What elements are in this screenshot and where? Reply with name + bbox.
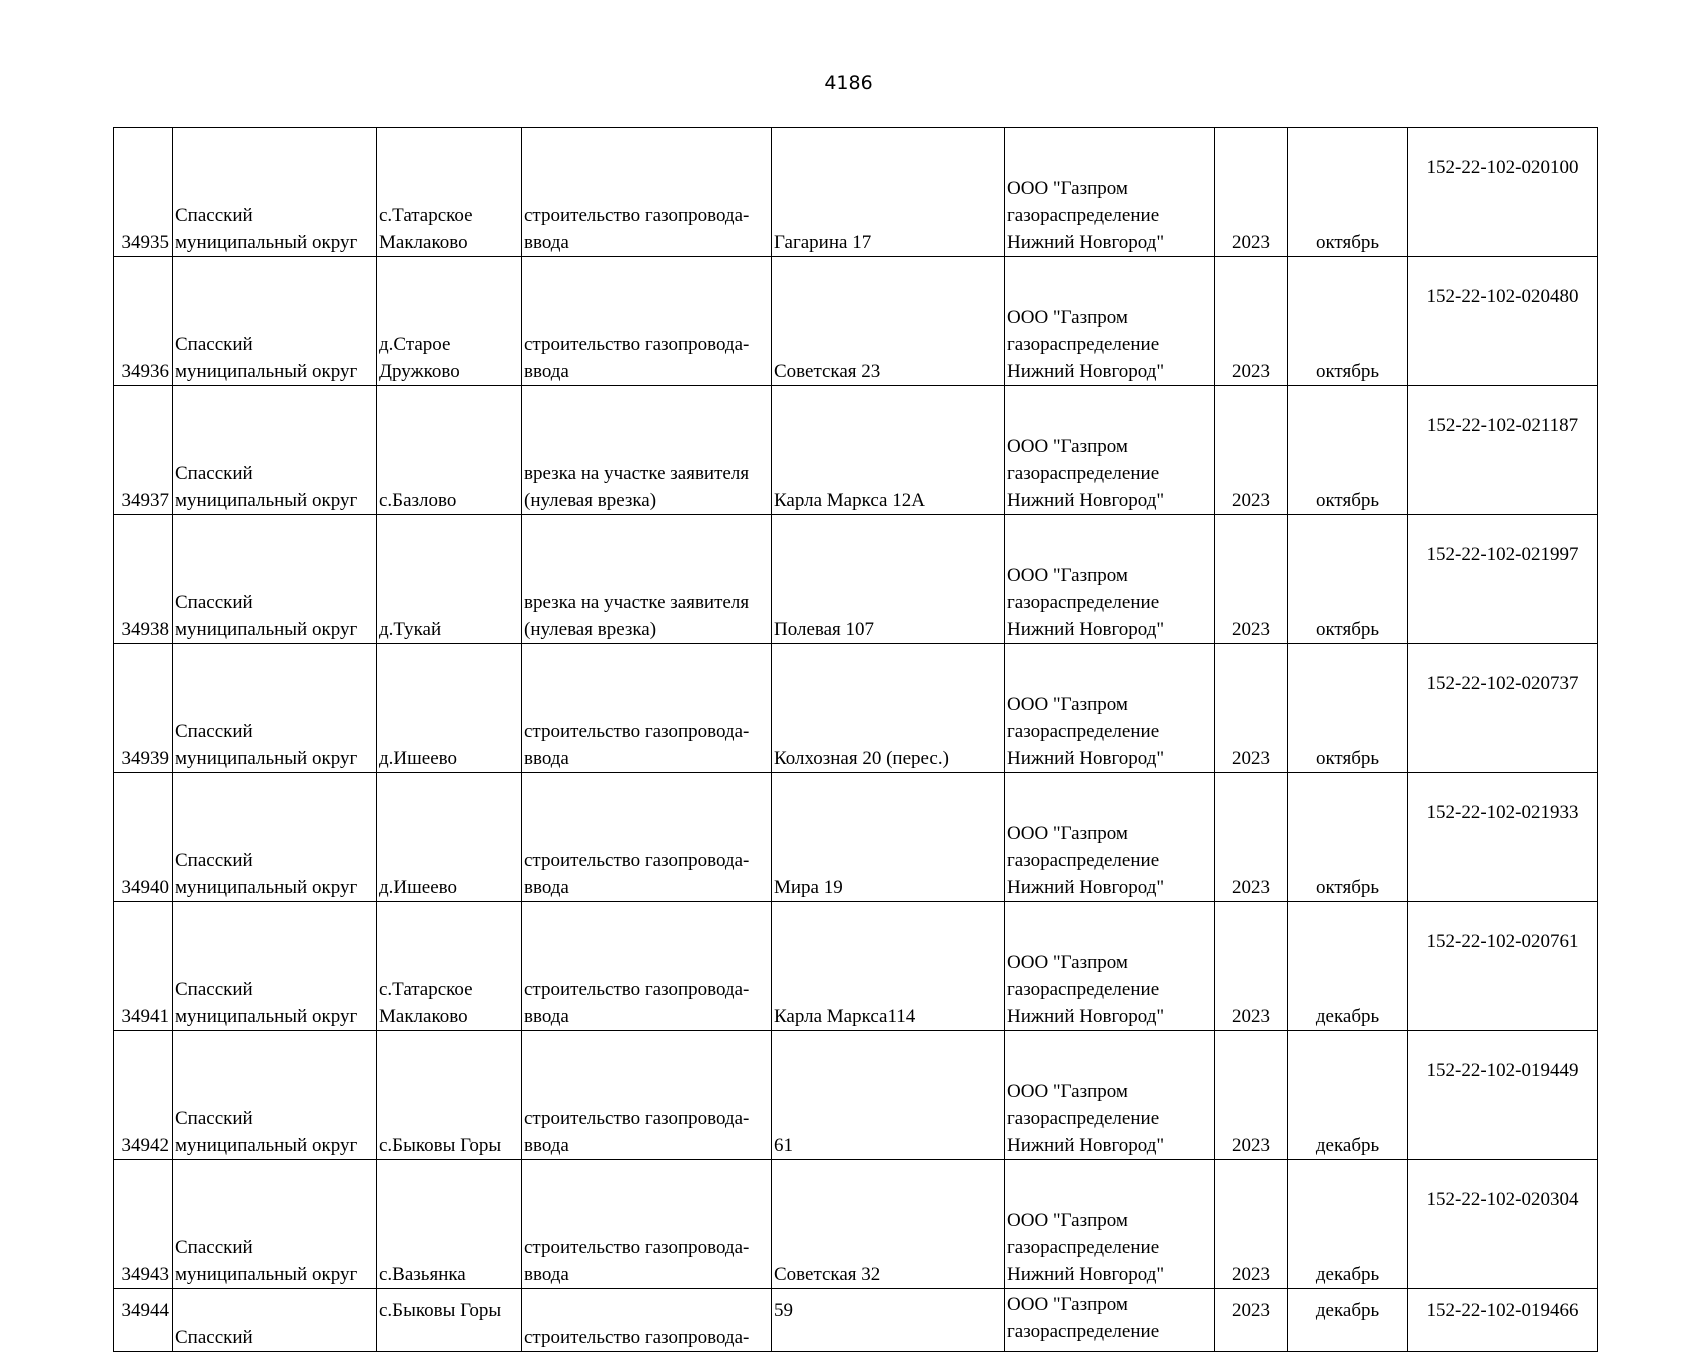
work-type-cell: строительство газопровода- ввода bbox=[522, 902, 772, 1031]
application-code-cell: 152-22-102-019449 bbox=[1408, 1031, 1598, 1160]
month-cell: декабрь bbox=[1288, 902, 1408, 1031]
row-number-cell: 34936 bbox=[114, 257, 173, 386]
district-cell: Спасский муниципальный округ bbox=[173, 128, 377, 257]
year-cell: 2023 bbox=[1215, 773, 1288, 902]
year-cell: 2023 bbox=[1215, 386, 1288, 515]
table-row bbox=[114, 386, 1598, 515]
table-row bbox=[114, 1289, 1598, 1352]
row-number-cell: 34941 bbox=[114, 902, 173, 1031]
district-cell: Спасский муниципальный округ bbox=[173, 386, 377, 515]
address-cell: Мира 19 bbox=[772, 773, 1005, 902]
row-number-cell: 34942 bbox=[114, 1031, 173, 1160]
year-cell: 2023 bbox=[1215, 1160, 1288, 1289]
gas-connection-table bbox=[113, 127, 1598, 1352]
settlement-cell: д.Ишеево bbox=[377, 773, 522, 902]
address-cell: Карла Маркса114 bbox=[772, 902, 1005, 1031]
district-cell: Спасский муниципальный округ bbox=[173, 644, 377, 773]
work-type-cell: строительство газопровода- ввода bbox=[522, 1160, 772, 1289]
table-row bbox=[114, 515, 1598, 644]
table-row bbox=[114, 644, 1598, 773]
month-cell: октябрь bbox=[1288, 644, 1408, 773]
table-row bbox=[114, 902, 1598, 1031]
address-cell: Гагарина 17 bbox=[772, 128, 1005, 257]
row-number-cell: 34944 bbox=[114, 1289, 173, 1352]
address-cell: Колхозная 20 (перес.) bbox=[772, 644, 1005, 773]
table-body bbox=[114, 128, 1598, 1352]
organization-cell: ООО "Газпром газораспределение Нижний Новгород" bbox=[1005, 386, 1215, 515]
work-type-cell: строительство газопровода- ввода bbox=[522, 257, 772, 386]
settlement-cell: с.Быковы Горы bbox=[377, 1031, 522, 1160]
month-cell: декабрь bbox=[1288, 1289, 1408, 1352]
application-code-cell: 152-22-102-020100 bbox=[1408, 128, 1598, 257]
address-cell: Советская 32 bbox=[772, 1160, 1005, 1289]
application-code-cell: 152-22-102-019466 bbox=[1408, 1289, 1598, 1352]
district-cell: Спасский муниципальный округ bbox=[173, 773, 377, 902]
year-cell: 2023 bbox=[1215, 1289, 1288, 1352]
table-row bbox=[114, 257, 1598, 386]
page-number: 4186 bbox=[824, 72, 873, 94]
month-cell: декабрь bbox=[1288, 1031, 1408, 1160]
district-cell: Спасский муниципальный округ bbox=[173, 257, 377, 386]
table-row bbox=[114, 773, 1598, 902]
settlement-cell: д.Старое Дружково bbox=[377, 257, 522, 386]
row-number-cell: 34940 bbox=[114, 773, 173, 902]
year-cell: 2023 bbox=[1215, 515, 1288, 644]
organization-cell: ООО "Газпром газораспределение Нижний Новгород" bbox=[1005, 257, 1215, 386]
address-cell: Полевая 107 bbox=[772, 515, 1005, 644]
work-type-cell: строительство газопровода- ввода bbox=[522, 773, 772, 902]
settlement-cell: с.Татарское Маклаково bbox=[377, 128, 522, 257]
district-cell: Спасский муниципальный округ bbox=[173, 902, 377, 1031]
settlement-cell: с.Вазьянка bbox=[377, 1160, 522, 1289]
application-code-cell: 152-22-102-020737 bbox=[1408, 644, 1598, 773]
month-cell: октябрь bbox=[1288, 257, 1408, 386]
application-code-cell: 152-22-102-021997 bbox=[1408, 515, 1598, 644]
address-cell: Советская 23 bbox=[772, 257, 1005, 386]
organization-cell: ООО "Газпром газораспределение bbox=[1005, 1289, 1215, 1352]
organization-cell: ООО "Газпром газораспределение Нижний Новгород" bbox=[1005, 515, 1215, 644]
month-cell: октябрь bbox=[1288, 773, 1408, 902]
row-number-cell: 34937 bbox=[114, 386, 173, 515]
settlement-cell: д.Ишеево bbox=[377, 644, 522, 773]
year-cell: 2023 bbox=[1215, 257, 1288, 386]
application-code-cell: 152-22-102-021187 bbox=[1408, 386, 1598, 515]
settlement-cell: д.Тукай bbox=[377, 515, 522, 644]
year-cell: 2023 bbox=[1215, 128, 1288, 257]
work-type-cell: строительство газопровода- ввода bbox=[522, 128, 772, 257]
application-code-cell: 152-22-102-021933 bbox=[1408, 773, 1598, 902]
organization-cell: ООО "Газпром газораспределение Нижний Новгород" bbox=[1005, 902, 1215, 1031]
month-cell: октябрь bbox=[1288, 128, 1408, 257]
organization-cell: ООО "Газпром газораспределение Нижний Новгород" bbox=[1005, 1160, 1215, 1289]
organization-cell: ООО "Газпром газораспределение Нижний Новгород" bbox=[1005, 773, 1215, 902]
address-cell: 59 bbox=[772, 1289, 1005, 1352]
district-cell: Спасский bbox=[173, 1289, 377, 1352]
year-cell: 2023 bbox=[1215, 902, 1288, 1031]
table-row bbox=[114, 1031, 1598, 1160]
gas-connection-table-wrapper bbox=[113, 127, 1597, 1348]
application-code-cell: 152-22-102-020480 bbox=[1408, 257, 1598, 386]
district-cell: Спасский муниципальный округ bbox=[173, 1160, 377, 1289]
month-cell: декабрь bbox=[1288, 1160, 1408, 1289]
work-type-cell: строительство газопровода- ввода bbox=[522, 644, 772, 773]
table-row bbox=[114, 1160, 1598, 1289]
organization-cell: ООО "Газпром газораспределение Нижний Новгород" bbox=[1005, 644, 1215, 773]
address-cell: 61 bbox=[772, 1031, 1005, 1160]
work-type-cell: строительство газопровода- bbox=[522, 1289, 772, 1352]
application-code-cell: 152-22-102-020304 bbox=[1408, 1160, 1598, 1289]
organization-cell: ООО "Газпром газораспределение Нижний Новгород" bbox=[1005, 128, 1215, 257]
application-code-cell: 152-22-102-020761 bbox=[1408, 902, 1598, 1031]
address-cell: Карла Маркса 12А bbox=[772, 386, 1005, 515]
work-type-cell: врезка на участке заявителя (нулевая врезка) bbox=[522, 386, 772, 515]
year-cell: 2023 bbox=[1215, 1031, 1288, 1160]
row-number-cell: 34938 bbox=[114, 515, 173, 644]
district-cell: Спасский муниципальный округ bbox=[173, 515, 377, 644]
year-cell: 2023 bbox=[1215, 644, 1288, 773]
settlement-cell: с.Татарское Маклаково bbox=[377, 902, 522, 1031]
month-cell: октябрь bbox=[1288, 515, 1408, 644]
settlement-cell: с.Быковы Горы bbox=[377, 1289, 522, 1352]
district-cell: Спасский муниципальный округ bbox=[173, 1031, 377, 1160]
organization-cell: ООО "Газпром газораспределение Нижний Новгород" bbox=[1005, 1031, 1215, 1160]
row-number-cell: 34935 bbox=[114, 128, 173, 257]
row-number-cell: 34939 bbox=[114, 644, 173, 773]
work-type-cell: строительство газопровода- ввода bbox=[522, 1031, 772, 1160]
work-type-cell: врезка на участке заявителя (нулевая врезка) bbox=[522, 515, 772, 644]
month-cell: октябрь bbox=[1288, 386, 1408, 515]
settlement-cell: с.Базлово bbox=[377, 386, 522, 515]
row-number-cell: 34943 bbox=[114, 1160, 173, 1289]
table-row bbox=[114, 128, 1598, 257]
